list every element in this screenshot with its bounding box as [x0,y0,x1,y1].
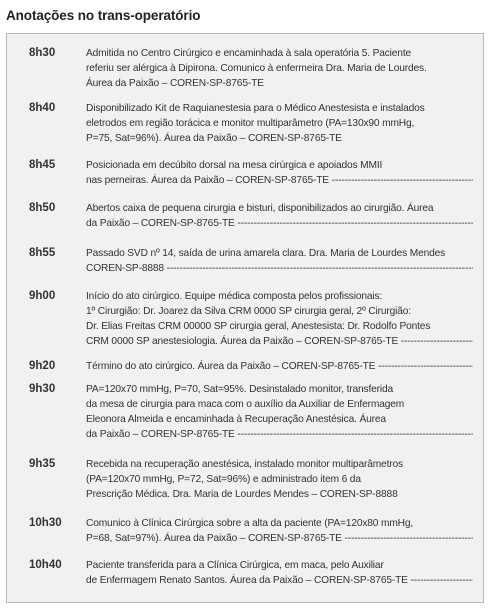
note-line: da Paixão – COREN-SP-8765-TE ----- [86,216,473,231]
page-title: Anotações no trans-operatório [6,8,201,23]
note-line: da Paixão – COREN-SP-8765-TE ----- [86,427,473,442]
note-line: eletrodos em região torácica e monitor multiparâmetro (PA=130x90 mmHg, [86,118,415,129]
note-line: Passado SVD nº 14, saída de urina amarela clara. Dra. Maria de Lourdes Mendes [86,248,446,259]
note-text [86,246,473,276]
note-line: de Enfermagem Renato Santos. Áurea da Paixão – COREN-SP-8765-TE ----- [86,573,473,588]
note-line: Áurea da Paixão – COREN-SP-8765-TE [86,78,264,89]
note-time: 9h00 [29,290,56,302]
note-text [86,101,473,146]
note-line: CRM 0000 SP anestesiologia. Áurea da Paixão – COREN-SP-8765-TE ----- [86,334,473,349]
note-line: P=68, Sat=97%). Áurea da Paixão – COREN-SP-8765-TE ----- [86,531,473,546]
note-text [86,359,473,374]
note-text [86,158,473,188]
note-line: da mesa de cirurgia para maca com o auxílio da Auxiliar de Enfermagem [86,399,405,410]
note-line: Dr. Elias Freitas CRM 00000 SP cirurgia geral, Anestesista: Dr. Rodolfo Pontes [86,321,431,332]
note-text [86,457,473,502]
note-line: P=75, Sat=96%). Áurea da Paixão – COREN-SP-8765-TE [86,133,342,144]
note-time: 8h45 [29,159,56,171]
note-line: Admitida no Centro Cirúrgico e encaminhada à sala operatória 5. Paciente [86,48,412,59]
note-text [86,382,473,442]
note-time: 8h50 [29,202,56,214]
note-text [86,516,473,546]
note-line: Recebida na recuperação anestésica, instalado monitor multiparâmetros [86,459,403,470]
note-time: 9h20 [29,360,56,372]
note-time: 9h35 [29,458,56,470]
note-line: Paciente transferida para a Clínica Cirúrgica, em maca, pelo Auxiliar [86,560,384,571]
note-line: referiu ser alérgica à Dipirona. Comunico à enfermeira Dra. Maria de Lourdes. [86,63,427,74]
note-line: Comunico à Clínica Cirúrgica sobre a alta da paciente (PA=120x80 mmHg, [86,518,414,529]
note-line: Término do ato cirúrgico. Áurea da Paixão – COREN-SP-8765-TE ----- [86,359,473,374]
note-line: nas perneiras. Áurea da Paixão – COREN-SP-8765-TE ----- [86,173,473,188]
note-time: 10h40 [29,559,62,571]
note-line: 1º Cirurgião: Dr. Joarez da Silva CRM 0000 SP cirurgia geral, 2º Cirurgião: [86,306,411,317]
note-text [86,558,473,588]
trans-operative-notes-box [6,33,484,603]
note-time: 9h30 [29,383,56,395]
note-line: (PA=120x70 mmHg, P=72, Sat=96%) e administrado item 6 da [86,474,361,485]
note-time: 8h55 [29,247,56,259]
note-line: Prescrição Médica. Dra. Maria de Lourdes Mendes – COREN-SP-8888 [86,489,398,500]
note-line: Início do ato cirúrgico. Equipe médica composta pelos profissionais: [86,291,383,302]
note-line: Posicionada em decúbito dorsal na mesa cirúrgica e apoiados MMII [86,160,383,171]
note-line: Abertos caixa de pequena cirurgia e bisturi, disponibilizados ao cirurgião. Áurea [86,203,434,214]
note-line: COREN-SP-8888 ----- [86,261,473,276]
note-line: PA=120x70 mmHg, P=70, Sat=95%. Desinstalado monitor, transferida [86,384,394,395]
note-time: 10h30 [29,517,62,529]
note-text [86,46,473,91]
note-line: Disponibilizado Kit de Raquianestesia para o Médico Anestesista e instalados [86,103,425,114]
note-text [86,289,473,349]
note-time: 8h30 [29,47,56,59]
note-line: Eleonora Almeida e encaminhada à Recuperação Anestésica. Áurea [86,414,386,425]
note-text [86,201,473,231]
note-time: 8h40 [29,102,56,114]
